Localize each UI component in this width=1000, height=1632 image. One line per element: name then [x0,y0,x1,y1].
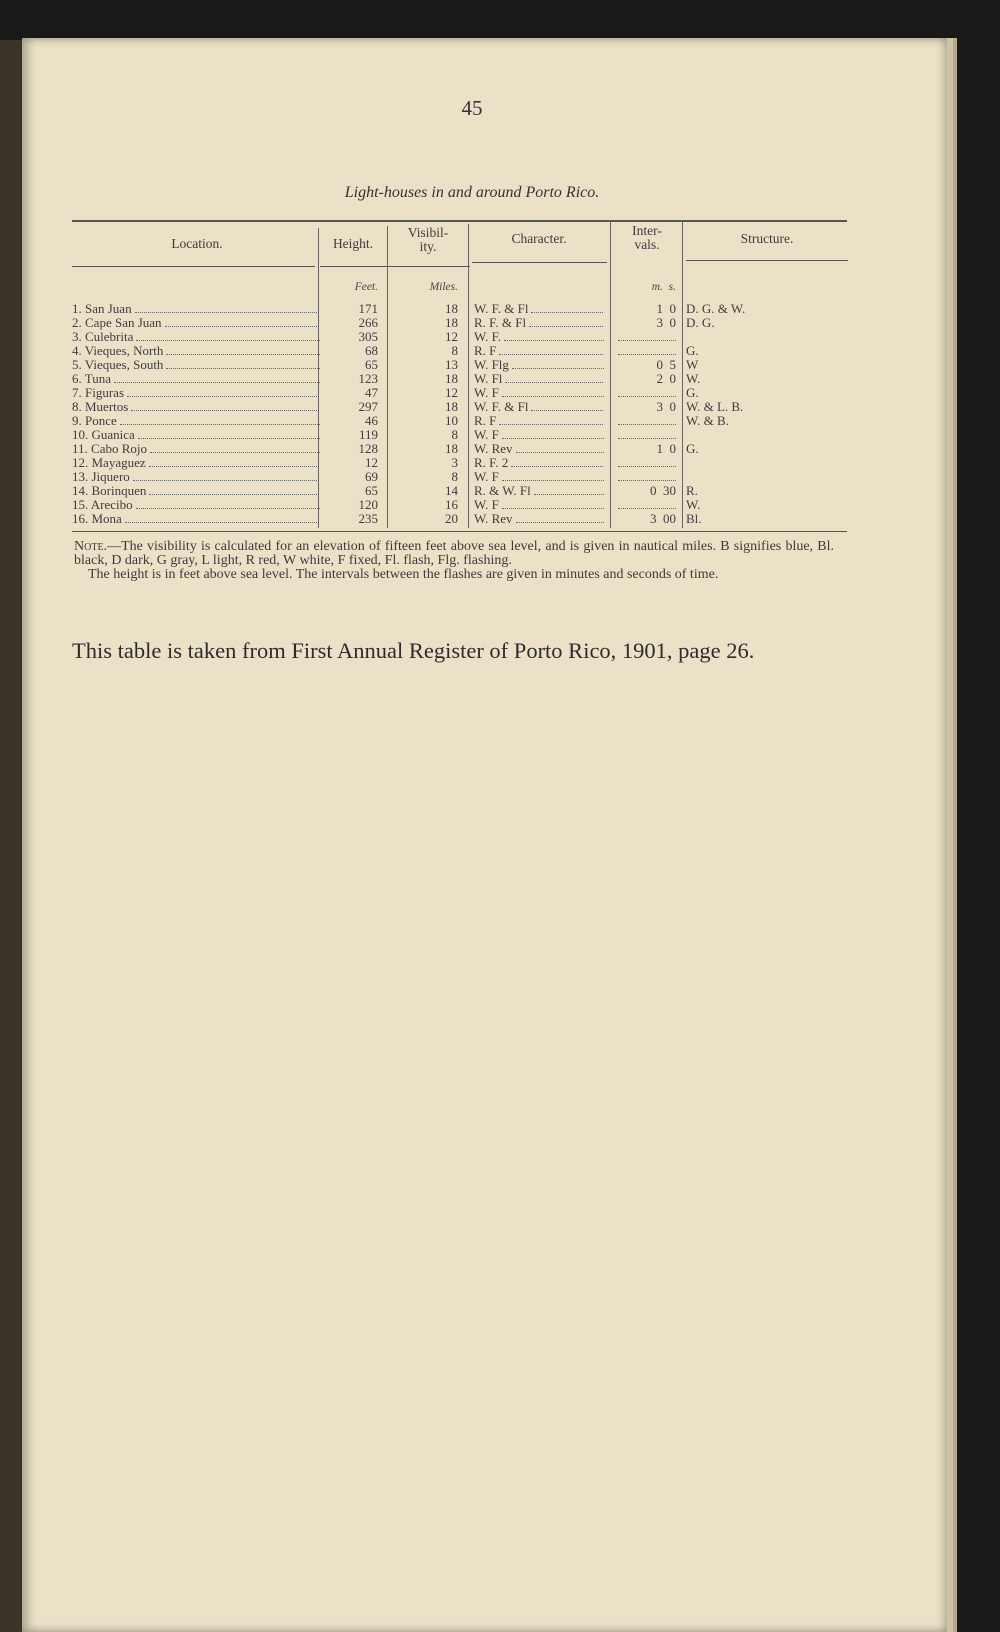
dot-leader [150,442,320,453]
cell-intervals [614,344,676,358]
table-row [22,316,947,331]
cell-height-text: 46 [365,414,378,428]
cell-intervals [614,386,676,400]
cell-height [322,456,378,470]
cell-structure [686,358,806,372]
dot-leader [166,344,320,355]
cell-visibility-text: 16 [445,498,458,512]
cell-structure-text: D. G. [686,316,715,330]
cell-height-text: 65 [365,484,378,498]
dot-leader [502,498,604,509]
cell-visibility-text: 18 [445,316,458,330]
cell-intervals [614,456,676,470]
cell-location [72,470,320,484]
cell-character-text: W. F. & Fl [474,400,529,414]
cell-structure-text: W. [686,498,701,512]
header-bottom-rule [686,260,848,261]
cell-location [72,372,320,386]
cell-character [474,358,604,372]
table-row [22,428,947,443]
cell-visibility-text: 18 [445,372,458,386]
header-structure: Structure. [740,231,794,246]
cell-intervals-text: 2 0 [656,372,676,386]
dot-leader [127,386,320,397]
cell-location [72,316,320,330]
header-visibility: Visibil- ity. [407,225,449,254]
source-citation: This table is taken from First Annual Register of Porto Rico, 1901, page 26. [72,638,755,663]
dot-leader [149,456,320,467]
table-row [22,442,947,457]
dot-leader [125,512,320,523]
cell-location-text: 15. Arecibo [72,498,133,512]
cell-character-text: W. Fl [474,372,503,386]
cell-height-text: 235 [358,512,378,526]
dot-leader [516,512,604,523]
cell-height-text: 69 [365,470,378,484]
cell-height-text: 305 [358,330,378,344]
note-text-2: The height is in feet above sea level. The intervals between the flashes are given in minutes and seconds of time. [88,567,719,582]
cell-visibility [398,372,458,386]
header-character: Character. [511,231,567,246]
dot-leader [165,316,320,327]
cell-structure [686,344,806,358]
cell-visibility [398,512,458,526]
cell-intervals [614,302,676,316]
cell-intervals [614,330,676,344]
cell-height-text: 297 [358,400,378,414]
table-row [22,470,947,485]
cell-height-text: 47 [365,386,378,400]
cell-character [474,498,604,512]
cell-visibility [398,484,458,498]
cell-structure [686,316,806,330]
cell-character-text: W. F [474,470,499,484]
dot-leader [529,316,604,327]
cell-character-text: W. Rev [474,512,513,526]
cell-visibility-text: 18 [445,302,458,316]
cell-structure-text: R. [686,484,698,498]
dot-leader [505,372,604,383]
table-row [22,386,947,401]
cell-height [322,330,378,344]
cell-character [474,330,604,344]
cell-intervals [614,428,676,442]
dot-leader [120,414,320,425]
cell-location-text: 4. Vieques, North [72,344,164,358]
unit-intervals: m. s. [651,281,676,293]
cell-visibility-text: 18 [445,442,458,456]
cell-structure-text: W. & L. B. [686,400,744,414]
dot-leader [618,456,676,467]
table-row [22,484,947,499]
cell-intervals-text: 0 5 [656,358,676,372]
cell-character-text: W. F. & Fl [474,302,529,316]
table-note [74,540,834,582]
header-location: Location. [171,236,223,251]
table-row [22,512,947,527]
dot-leader [618,386,676,397]
cell-location [72,302,320,316]
cell-intervals-text: 0 30 [650,484,676,498]
cell-height [322,498,378,512]
cell-character-text: W. F [474,428,499,442]
cell-height [322,316,378,330]
dot-leader [534,484,604,495]
cell-intervals-text: 3 00 [650,512,676,526]
cell-visibility [398,428,458,442]
cell-height [322,428,378,442]
cell-character-text: R. F [474,344,497,358]
cell-intervals-text: 3 0 [656,316,676,330]
cell-visibility-text: 3 [451,456,458,470]
cell-height-text: 171 [358,302,378,316]
cell-height [322,344,378,358]
header-height: Height. [332,236,374,251]
cell-location-text: 13. Jiquero [72,470,130,484]
cell-intervals-text: 3 0 [656,400,676,414]
table-title: Light-houses in and around Porto Rico. [344,184,600,201]
cell-height [322,400,378,414]
cell-location [72,344,320,358]
cell-height [322,358,378,372]
dot-leader [502,470,604,481]
table-top-rule [72,220,847,222]
cell-height [322,484,378,498]
cell-character [474,470,604,484]
cell-structure-text: G. [686,386,699,400]
cell-character [474,302,604,316]
cell-visibility [398,344,458,358]
cell-character [474,372,604,386]
cell-height-text: 128 [358,442,378,456]
cell-character-text: R. F. 2 [474,456,509,470]
cell-visibility-text: 8 [451,470,458,484]
table-row [22,456,947,471]
dot-leader [499,344,604,355]
cell-location-text: 11. Cabo Rojo [72,442,147,456]
cell-visibility-text: 20 [445,512,458,526]
dot-leader [149,484,320,495]
cell-character [474,512,604,526]
cell-structure [686,442,806,456]
cover-edge [957,38,1000,1632]
table-bottom-rule [72,531,847,532]
cell-character-text: R. F. & Fl [474,316,527,330]
unit-visibility: Miles. [429,281,458,293]
dot-leader [166,358,320,369]
header-intervals: Inter- vals. [632,223,662,252]
cell-character-text: W. Flg [474,358,509,372]
dot-leader [136,330,320,341]
dot-leader [618,344,676,355]
table-row [22,372,947,387]
cell-location-text: 16. Mona [72,512,122,526]
cell-structure [686,414,806,428]
cell-visibility-text: 18 [445,400,458,414]
cell-intervals [614,358,676,372]
cell-location [72,414,320,428]
cell-location-text: 8. Muertos [72,400,129,414]
cell-structure-text: Bl. [686,512,702,526]
dot-leader [618,428,676,439]
cell-intervals [614,498,676,512]
dot-leader [131,400,320,411]
dot-leader [135,302,320,313]
cell-intervals [614,512,676,526]
cell-location [72,386,320,400]
cell-visibility-text: 14 [445,484,458,498]
cell-visibility [398,316,458,330]
cell-intervals [614,400,676,414]
header-bottom-rule [72,266,315,267]
cell-intervals [614,372,676,386]
table-row [22,358,947,373]
cell-height-text: 266 [358,316,378,330]
cell-location-text: 10. Guanica [72,428,135,442]
cell-visibility [398,498,458,512]
cell-intervals [614,442,676,456]
page-number: 45 [461,96,483,120]
cell-height-text: 12 [365,456,378,470]
cell-character [474,386,604,400]
cell-height [322,470,378,484]
cell-structure [686,484,806,498]
dot-leader [133,470,320,481]
document-page [22,38,947,1632]
cell-height-text: 120 [358,498,378,512]
cell-intervals [614,484,676,498]
cell-character [474,344,604,358]
cell-character-text: W. Rev [474,442,513,456]
cell-visibility [398,330,458,344]
cell-height-text: 68 [365,344,378,358]
cell-location-text: 6. Tuna [72,372,112,386]
cell-visibility [398,470,458,484]
header-bottom-rule [472,262,607,263]
cell-structure [686,302,806,316]
dot-leader [512,358,604,369]
cell-location [72,358,320,372]
table-row [22,330,947,345]
cell-height [322,414,378,428]
cell-visibility-text: 8 [451,428,458,442]
cell-structure [686,400,806,414]
dot-leader [618,330,676,341]
header-bottom-rule [320,266,470,267]
dot-leader [618,498,676,509]
cell-structure-text: W. [686,372,701,386]
cell-location-text: 5. Vieques, South [72,358,164,372]
cell-height [322,372,378,386]
cell-intervals [614,316,676,330]
cell-height-text: 65 [365,358,378,372]
cell-character-text: R. F [474,414,497,428]
cell-visibility [398,414,458,428]
dot-leader [499,414,604,425]
cell-height [322,512,378,526]
dot-leader [516,442,604,453]
cell-visibility [398,400,458,414]
cell-location-text: 14. Borinquen [72,484,147,498]
cell-location-text: 1. San Juan [72,302,132,316]
cell-height-text: 119 [358,428,378,442]
table-row [22,344,947,359]
cell-character-text: W. F [474,498,499,512]
cell-visibility-text: 10 [445,414,458,428]
cell-structure [686,512,806,526]
cell-structure-text: G. [686,344,699,358]
table-row [22,414,947,429]
cell-character-text: R. & W. Fl [474,484,531,498]
cell-structure [686,372,806,386]
cell-location-text: 3. Culebrita [72,330,134,344]
note-text: —The visibility is calculated for an elevation of fifteen feet above sea level, and is given in nautical miles. B signifies blue, Bl. black, D dark, G gray, L light, R red, W white, F fixed, Fl. flash, Flg. flashing. [74,539,834,568]
cell-character [474,428,604,442]
cell-character [474,484,604,498]
table-row [22,498,947,513]
cell-visibility [398,386,458,400]
cell-structure-text: W [686,358,699,372]
dot-leader [504,330,604,341]
cell-visibility [398,302,458,316]
cell-visibility [398,442,458,456]
dot-leader [114,372,320,383]
cell-intervals [614,470,676,484]
cell-height [322,302,378,316]
table-row [22,400,947,415]
cell-visibility-text: 8 [451,344,458,358]
cell-location [72,400,320,414]
dot-leader [136,498,320,509]
cell-location [72,330,320,344]
cell-location [72,498,320,512]
cell-structure [686,386,806,400]
cell-character [474,414,604,428]
dot-leader [502,428,604,439]
cell-location-text: 7. Figuras [72,386,124,400]
cell-location-text: 2. Cape San Juan [72,316,162,330]
cell-location [72,484,320,498]
dot-leader [138,428,320,439]
cell-visibility [398,358,458,372]
cell-structure [686,498,806,512]
cell-structure-text: D. G. & W. [686,302,746,316]
cell-location [72,428,320,442]
cell-height-text: 123 [358,372,378,386]
cell-character-text: W. F. [474,330,502,344]
dot-leader [502,386,604,397]
cell-character [474,456,604,470]
cell-height [322,442,378,456]
cell-location-text: 12. Mayaguez [72,456,146,470]
cell-intervals-text: 1 0 [656,302,676,316]
dot-leader [531,400,604,411]
cell-visibility-text: 12 [445,386,458,400]
cell-structure-text: G. [686,442,699,456]
unit-height: Feet. [354,281,378,293]
cell-character [474,400,604,414]
cell-location [72,442,320,456]
book-spine [0,40,22,1632]
dot-leader [618,414,676,425]
cell-character-text: W. F [474,386,499,400]
dot-leader [618,470,676,481]
cell-character [474,316,604,330]
cell-visibility-text: 12 [445,330,458,344]
table-row [22,302,947,317]
cell-location [72,456,320,470]
cell-visibility [398,456,458,470]
note-label: Note. [74,539,108,554]
dot-leader [511,456,604,467]
cell-visibility-text: 13 [445,358,458,372]
cell-location-text: 9. Ponce [72,414,117,428]
dot-leader [531,302,604,313]
cell-character [474,442,604,456]
cell-location [72,512,320,526]
cell-intervals-text: 1 0 [656,442,676,456]
cell-intervals [614,414,676,428]
cell-height [322,386,378,400]
cell-structure-text: W. & B. [686,414,729,428]
